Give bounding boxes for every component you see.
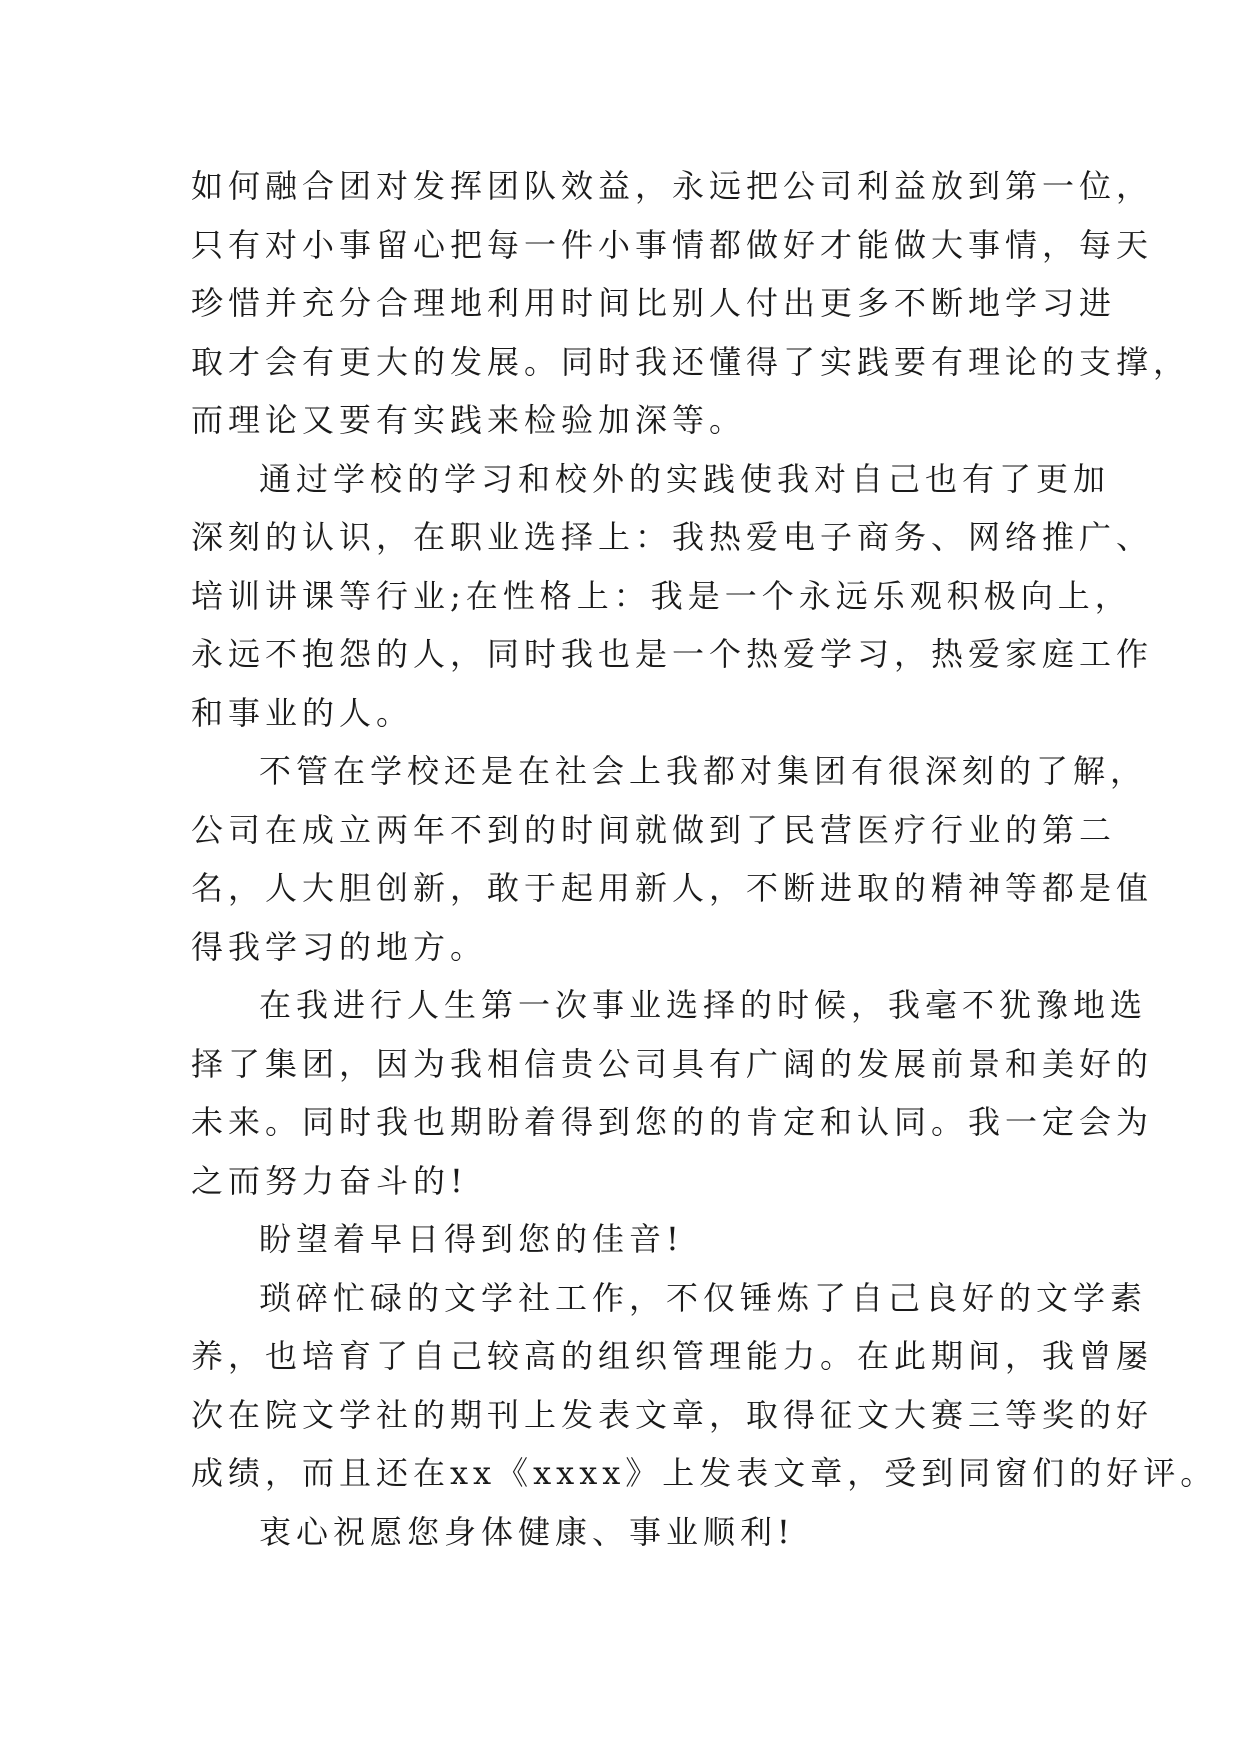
text-line: 成绩，而且还在xx《xxxx》上发表文章，受到同窗们的好评。 <box>191 1454 1218 1492</box>
paragraph-first-line: 通过学校的学习和校外的实践使我对自己也有了更加 <box>259 459 1111 498</box>
text-line: 只有对小事留心把每一件小事情都做好才能做大事情，每天 <box>191 225 1154 264</box>
text-line: 取才会有更大的发展。同时我还懂得了实践要有理论的支撑， <box>191 342 1191 381</box>
text-line: 公司在成立两年不到的时间就做到了民营医疗行业的第二 <box>191 810 1117 849</box>
text-line: 如何融合团对发挥团队效益，永远把公司利益放到第一位， <box>191 167 1154 205</box>
text-line: 择了集团，因为我相信贵公司具有广阔的发展前景和美好的 <box>191 1044 1154 1083</box>
text-line: 和事业的人。 <box>191 693 414 732</box>
text-line: 养，也培育了自己较高的组织管理能力。在此期间，我曾屡 <box>191 1337 1154 1375</box>
paragraph-first-line: 不管在学校还是在社会上我都对集团有很深刻的了解， <box>259 752 1148 790</box>
text-line: 得我学习的地方。 <box>191 927 488 966</box>
paragraph-first-line: 在我进行人生第一次事业选择的时候，我毫不犹豫地选 <box>259 986 1148 1024</box>
text-line: 深刻的认识，在职业选择上：我热爱电子商务、网络推广、 <box>191 518 1154 556</box>
text-line: 而理论又要有实践来检验加深等。 <box>191 401 747 439</box>
text-line: 名，人大胆创新，敢于起用新人，不断进取的精神等都是值 <box>191 869 1154 907</box>
text-line: 次在院文学社的期刊上发表文章，取得征文大赛三等奖的好 <box>191 1395 1154 1434</box>
paragraph-first-line: 衷心祝愿您身体健康、事业顺利! <box>259 1512 795 1551</box>
body-text <box>191 157 1218 1561</box>
text-line: 之而努力奋斗的! <box>191 1161 468 1200</box>
text-line: 未来。同时我也期盼着得到您的的肯定和认同。我一定会为 <box>191 1103 1154 1141</box>
paragraph-first-line: 盼望着早日得到您的佳音! <box>259 1220 684 1258</box>
text-line: 永远不抱怨的人，同时我也是一个热爱学习，热爱家庭工作 <box>191 635 1154 673</box>
text-line: 培训讲课等行业;在性格上：我是一个永远乐观积极向上， <box>191 576 1132 615</box>
paragraph-first-line: 琐碎忙碌的文学社工作，不仅锤炼了自己良好的文学素 <box>259 1278 1148 1317</box>
text-line: 珍惜并充分合理地利用时间比别人付出更多不断地学习进 <box>191 284 1117 322</box>
